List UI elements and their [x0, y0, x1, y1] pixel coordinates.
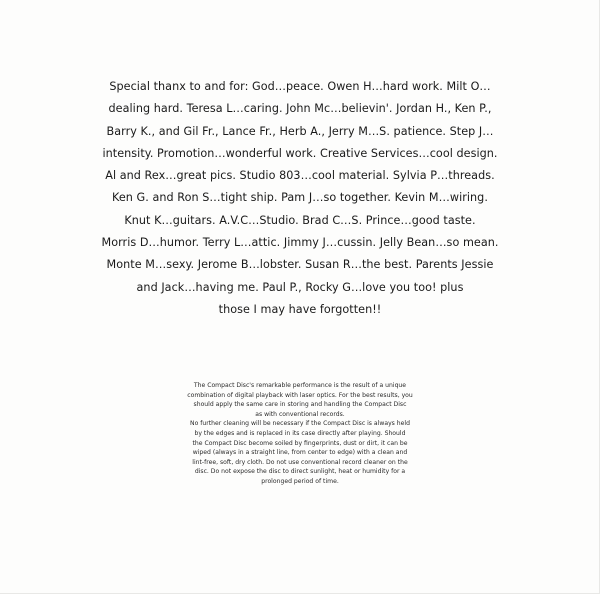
disc-care-line: wiped (always in a straight line, from center to edge) with a clean and: [192, 449, 408, 457]
disc-care-notice: [170, 381, 430, 487]
acknowledgements-line: Morris D…humor. Terry L…attic. Jimmy J…cussin. Jelly Bean…so mean.: [101, 236, 499, 250]
disc-care-line: prolonged period of time.: [261, 477, 339, 485]
disc-care-line: lint-free, soft, dry cloth. Do not use conventional record cleaner on the: [192, 458, 408, 466]
acknowledgements-line: and Jack…having me. Paul P., Rocky G…love you too! plus: [136, 280, 464, 294]
disc-care-line: The Compact Disc's remarkable performance is the result of a unique: [193, 382, 407, 389]
disc-care-line: the Compact Disc become soiled by fingerprints, dust or dirt, it can be: [192, 439, 408, 447]
disc-care-line: disc. Do not expose the disc to direct sunlight, heat or humidity for a: [194, 468, 406, 476]
acknowledgements-line: Special thanx to and for: God…peace. Owen H…hard work. Milt O…: [109, 80, 491, 93]
acknowledgements-line: Barry K., and Gil Fr., Lance Fr., Herb A., Jerry M…S. patience. Step J…: [106, 124, 494, 138]
disc-care-line: combination of digital playback with laser optics. For the best results, you: [187, 391, 413, 399]
acknowledgements-line: Monte M…sexy. Jerome B…lobster. Susan R…the best. Parents Jessie: [106, 258, 494, 272]
disc-care-line: as with conventional records.: [255, 410, 345, 418]
acknowledgements-line: dealing hard. Teresa L…caring. John Mc…believin'. Jordan H., Ken P.,: [108, 102, 492, 116]
acknowledgements-block: [100, 76, 500, 321]
acknowledgements-line: Ken G. and Ron S…tight ship. Pam J…so together. Kevin M…wiring.: [112, 191, 488, 205]
disc-care-line: by the edges and is replaced in its case directly after playing. Should: [194, 429, 406, 437]
acknowledgements-line: those I may have forgotten!!: [218, 302, 382, 316]
acknowledgements-line: intensity. Promotion…wonderful work. Creative Services…cool design.: [102, 146, 498, 160]
disc-care-line: No further cleaning will be necessary if the Compact Disc is always held: [190, 420, 410, 428]
disc-care-line: should apply the same care in storing and handling the Compact Disc: [193, 401, 407, 409]
acknowledgements-line: Al and Rex…great pics. Studio 803…cool material. Sylvia P…threads.: [105, 169, 495, 183]
acknowledgements-line: Knut K…guitars. A.V.C…Studio. Brad C…S. Prince…good taste.: [124, 213, 476, 227]
